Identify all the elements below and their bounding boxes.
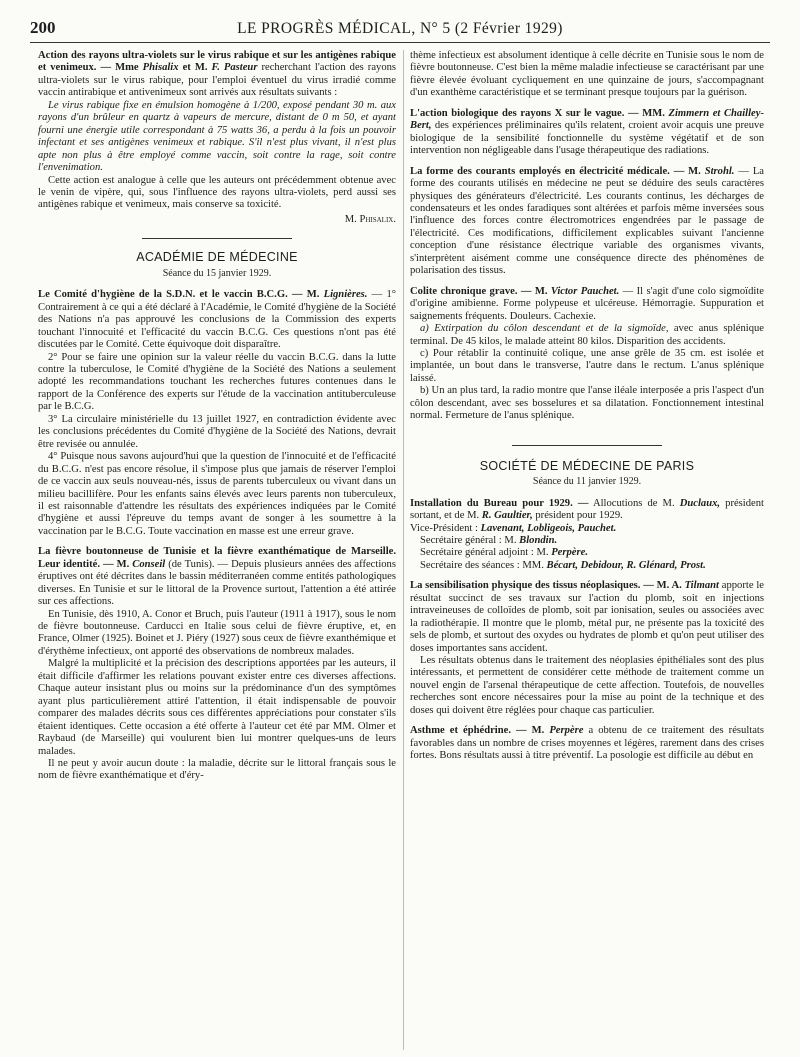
- right-column: [410, 50, 764, 1050]
- author-conseil: Conseil: [132, 558, 166, 570]
- section-rule: [512, 445, 662, 446]
- article-courants-heading: La forme des courants employés en électricité médicale. — M.: [410, 165, 701, 177]
- vp-label: Vice-Président :: [410, 522, 478, 534]
- vp-names: Lavenant, Lobligeois, Pauchet.: [480, 522, 617, 534]
- left-column: [38, 50, 396, 1050]
- article-fievre-p3: Malgré la multiplicité et la précision des descriptions apportées par les auteurs, il était difficile d'affirmer les relations pouvant exister entre ces diverses affections. Chaque auteur insistant plus ou moins sur la prédominance d'un des symptômes ayant plus particulièrement attiré l'attention, il était indispensable de pouvoir comparer des malades décrits sous ces différentes appréciations pour constater s'ils étaient identiques. Cette occasion a été offerte à l'auteur cet été par MM. Olmer et Raybaud (de Marseille) qui voulurent bien lui montrer quelques-uns de leurs malades.: [38, 658, 396, 757]
- column-divider: [403, 50, 404, 1050]
- author-perpere: Perpère: [549, 725, 584, 737]
- page-header: [30, 18, 770, 43]
- author-gaultier: R. Gaultier,: [481, 510, 533, 522]
- article-uv-heading: Action des rayons ultra-violets sur le virus rabique et sur les antigènes rabique et venimeux. — Mme: [38, 50, 396, 74]
- item-a-text: avec anus splénique terminal. De 45 kilos, le malade atteint 80 kilos. Disparition des accidents.: [410, 323, 764, 347]
- author-strohl: Strohl.: [704, 165, 735, 177]
- journal-running-title: LE PROGRÈS MÉDICAL, N° 5 (2 Février 1929): [237, 20, 563, 37]
- article-uv-paragraph: Cette action est analogue à celle que les auteurs ont précédemment obtenue avec le venin de vipère, qui, sous l'influence des rayons ultra-violets, perd aussi ses antigènes rabique et venimeux, mais conserve sa toxicité.: [38, 174, 396, 211]
- article-sensib-p2: Les résultats obtenus dans le traitement des néoplasies épithéliales sont des plus intéressants, et permettent de considérer cette méthode de traitement comme un nouvel engin de l'arsenal thérapeutique de cette affection. Toutefois, de nouvelles recherches sont encore nécessaires pour la mise au point de la technique et des doses qui doivent être réglées pour chaque cas particulier.: [410, 655, 764, 716]
- author-duclaux: Duclaux,: [679, 497, 721, 509]
- section-title-academie: ACADÉMIE DE MÉDECINE: [136, 250, 298, 265]
- article-colite-text: — Il s'agit d'une colo sigmoïdite d'origine amibienne. Forme polypeuse et ulcéreuse. Hémorragie. Suppuration et saignements fréquents. Douleurs. Cachexie.: [410, 285, 764, 322]
- article-asthme: [410, 725, 764, 762]
- article-sensib-p1: apporte le résultat succinct de ses travaux sur l'action du plomb, soit en injections intraveineuses de colloïdes de plomb, soit par ionisation, seules ou associées avec la radiothérapie. Il montre que le plomb, métal pur, ne présente pas la toxicité des sels de plomb, et surtout des oxydes ou hydrates de plomb et qu'on peut utiliser des doses importantes sans accident.: [410, 580, 764, 654]
- article-fievre: [38, 546, 396, 783]
- article-sensibilisation: [410, 580, 764, 717]
- author-pasteur: F. Pasteur: [211, 62, 258, 74]
- author-pauchet: Victor Pauchet.: [550, 285, 620, 297]
- article-uv-text: recherchant l'action des rayons ultra-violets sur le virus rabique, pour l'emploi éventuel du virus irradié comme vaccin antirabique et antivenimeux sont arrivés aux résultats suivants :: [38, 62, 396, 99]
- item-a-label: a): [420, 323, 429, 335]
- signature: M. Phisalix.: [344, 213, 396, 225]
- article-fievre-continuation: thème infectieux est absolument identique à celle décrite en Tunisie sous le nom de fièvre boutonneuse. C'est bien la même maladie infectieuse se caractérisant par une fièvre élevée évoluant cycliquement en une quinzaine de jours, s'accompagnant d'un exanthème caractéristique et se terminant presque toujours par la guérison.: [410, 50, 764, 99]
- page-number: 200: [30, 18, 56, 37]
- sg-name: Blondin.: [519, 534, 558, 546]
- session-date: Séance du 11 janvier 1929.: [532, 476, 642, 488]
- article-rayons-text: des expériences préliminaires qu'ils relatent, croient avoir acquis une preuve biologique de la sensibilité fonctionnelle du système végétatif et de son intervention non négligeable dans l'usage thérapeutique des radiations.: [410, 120, 764, 157]
- sg-label: Secrétaire général : M.: [420, 534, 517, 546]
- article-bcg-heading: Le Comité d'hygiène de la S.D.N. et le vaccin B.C.G. — M.: [38, 289, 320, 301]
- article-courants-text: — La forme des courants utilisés en médecine ne peut se déduire des seuls caractères physiques des générateurs d'électricité. Les courants continus, les décharges de condensateurs et les ondes faradiques sont altérées et parfois même inversées sous l'influence des forces contre électromotrices engendrées par le passage de l'électricité. Ces modifications, difficilement explicables suivant l'ancienne conception d'une résistance électrique variable des organismes vivants, s'interprètent aisément comme une conséquence directe des phénomènes de polarisation des tissus.: [410, 165, 764, 277]
- article-asthme-heading: Asthme et éphédrine. — M.: [410, 725, 545, 737]
- bureau-text: Allocutions de M.: [592, 497, 675, 509]
- article-colite: [410, 286, 764, 423]
- author-phisalix: Phisalix: [142, 62, 179, 74]
- section-rule: [142, 238, 292, 239]
- section-academie: [38, 251, 396, 538]
- article-bureau-heading: Installation du Bureau pour 1929. —: [410, 497, 589, 509]
- article-uv-quote: Le virus rabique fixe en émulsion homogène à 1/200, exposé pendant 30 m. aux rayons d'un brûleur en quartz à vapeurs de mercure, distant de 0 m 50, et ayant fourni une énergie utile correspondant à 75 watts 36, a perdu à la fois un pouvoir infectant et ses antigènes venimeux et rabique. S'il n'est plus vivant, il n'est plus apte non plus à être employé comme vaccin, soit contre la rage, soit contre l'envenimation.: [38, 99, 396, 174]
- article-fievre-heading: La fièvre boutonneuse de Tunisie et la fièvre exanthématique de Marseille. Leur identité. — M.: [38, 546, 396, 570]
- article-fievre-p4: Il ne peut y avoir aucun doute : la maladie, décrite sur le littoral français sous le nom de fièvre exanthématique et d'éry-: [38, 758, 396, 782]
- article-courants: [410, 166, 764, 278]
- article-fievre-p2: En Tunisie, dès 1910, A. Conor et Bruch, puis l'auteur (1911 à 1917), sous le nom de fièvre boutonneuse. Carducci en Italie sous celui de fièvre éruptive, et, en France, Olmer (1925). Boinet et J. Piéry (1927) sous ceux de fièvre exanthémique et d'érythème infectieux, ont apporté des observations de nombreux malades.: [38, 608, 396, 657]
- article-bcg-point-2: 2° Pour se faire une opinion sur la valeur réelle du vaccin B.C.G. dans la lutte contre la tuberculose, le Comité d'hygiène de la Société des Nations a seulement adopté les recommandations touchant les recherches futures contenues dans le rapport de la Conférence des experts sur l'étude de la vaccination antituberculeuse par le B.C.G.: [38, 351, 396, 413]
- sga-label: Secrétaire général adjoint : M.: [420, 547, 549, 559]
- article-colite-heading: Colite chronique grave. — M.: [410, 285, 548, 297]
- section-title-societe: SOCIÉTÉ DE MÉDECINE DE PARIS: [479, 458, 695, 473]
- article-rayons-heading: L'action biologique des rayons X sur le vague. — MM.: [410, 107, 665, 119]
- author-lignieres: Lignières.: [323, 289, 368, 301]
- author-tilmant: Tilmant: [684, 580, 719, 592]
- author-zimmern: Zimmern et Chailley-Bert,: [410, 107, 764, 132]
- article-asthme-text: a obtenu de ce traitement des résultats favorables dans un nombre de crises moyennes et légères, rarement dans des crises fortes. Bons résultats aussi à titre préventif. La posologie est difficile au début en: [410, 725, 764, 762]
- session-date: Séance du 15 janvier 1929.: [162, 267, 272, 279]
- sga-name: Perpère.: [551, 547, 588, 559]
- article-rayons-x: [410, 108, 764, 158]
- ss-label: Secrétaire des séances : MM.: [420, 559, 544, 571]
- ss-names: Bécart, Debidour, R. Glénard, Prost.: [546, 559, 706, 571]
- item-a-title: Extirpation du côlon descendant et de la sigmoïde,: [434, 323, 669, 335]
- article-bcg-point-3: 3° La circulaire ministérielle du 13 juillet 1927, en contradiction évidente avec les conclusions précédentes du Comité d'hygiène de la Société des Nations, devrait être revisée ou annulée.: [38, 413, 396, 450]
- item-c-text: c) Pour rétablir la continuité colique, une anse grêle de 35 cm. est isolée et implantée, un bout dans le transverse, l'autre dans le rectum. L'anus splénique laissé.: [410, 347, 764, 384]
- article-bcg-point-1: — 1° Contrairement à ce qui a été déclaré à l'Académie, le Comité d'hygiène de la Société des Nations n'a pas approuvé les conclusions de la Commission des experts touchant l'innocuité et l'efficacité du vaccin B.C.G. Ces questions n'ont pas été discutées par le Comité. Cette équivoque doit disparaître.: [38, 289, 396, 351]
- article-uv-rays: [38, 50, 396, 226]
- article-fievre-p1: (de Tunis). — Depuis plusieurs années des affections éruptives ont été décrites dans le bassin méditerranéen comme entités pathologiques diverses. En Tunisie et sur le littoral de la Provence surtout, l'attention a été attirée sur ces affections.: [38, 558, 396, 608]
- article-bcg-point-4: 4° Puisque nous savons aujourd'hui que la question de l'innocuité et de l'efficacité du B.C.G. n'est pas encore résolue, il s'impose plus que jamais de réserver l'emploi de ce vaccin aux seuls nouveau-nés, issus de parents tuberculeux ou vivant dans un milieu bacillifère. Pour les enfants sains élevés avec leurs parents non tuberculeux, il est raisonnable d'attendre les résultats des expériences indiquées par le Comité d'hygiène et aussi l'épreuve du temps avant de songer à les soumettre à la vaccination par le B.C.G. Toute vaccination en masse est une erreur grave.: [38, 451, 396, 537]
- bureau-text-mid: président sortant, et de M.: [410, 497, 764, 522]
- article-sensib-heading: La sensibilisation physique des tissus néoplasiques. — M. A.: [410, 580, 682, 592]
- item-b-text: b) Un an plus tard, la radio montre que l'anse iléale interposée a pris l'aspect d'un côlon descendant, avec ses bosselures et sa dilatation. Fonctionnement intestinal normal. Fermeture de l'anus splénique.: [410, 385, 764, 422]
- author-connector: et M.: [182, 62, 208, 74]
- section-societe: [410, 460, 764, 573]
- bureau-text-tail: président pour 1929.: [535, 510, 623, 522]
